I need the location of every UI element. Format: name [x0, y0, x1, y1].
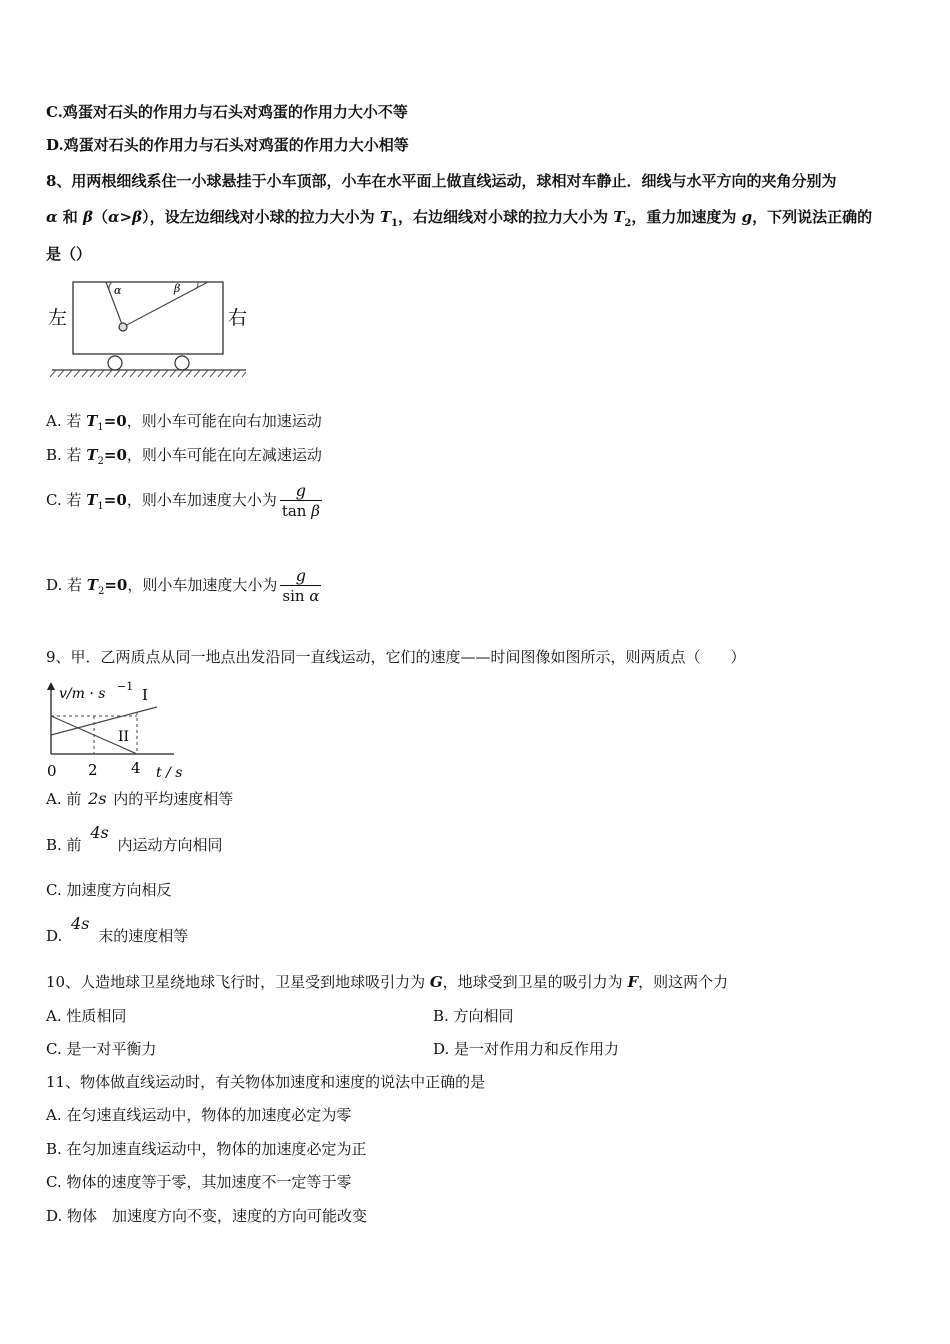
q8-option-b: B. 若 $T_2=0$，则小车可能在向左减速运动: [46, 446, 322, 467]
q8-option-d-fraction: $\frac{g}{\text{sin α}}$: [282, 565, 320, 605]
beta-arc: [197, 282, 198, 288]
q8-option-d: D. 若 $T_2=0$，则小车加速度大小为 $\frac{g}{\text{sin α}}$: [46, 565, 320, 605]
ground-hatch: [50, 370, 246, 377]
q7-option-c: C.鸡蛋对石头的作用力与石头对鸡蛋的作用力大小不等: [46, 103, 408, 121]
line-I: [51, 707, 157, 735]
q10-option-c: C. 是一对平衡力: [46, 1040, 157, 1058]
right-wheel: [175, 356, 189, 370]
tick-0: 0: [47, 762, 57, 780]
q8-option-c-fraction: $\frac{g}{\text{tan β}}$: [281, 480, 320, 520]
q9-option-b: B. 前 4s 内运动方向相同: [46, 823, 223, 854]
q9-option-a: A. 前 2s 内的平均速度相等: [46, 789, 234, 808]
tick-2: 2: [88, 761, 98, 779]
q9-option-d: D. 4s 末的速度相等: [46, 914, 189, 945]
left-wheel: [108, 356, 122, 370]
q8-stem-line1: 8、用两根细线系住一小球悬挂于小车顶部，小车在水平面上做直线运动，球相对车静止．细线与水平方向的夹角分别为: [46, 172, 837, 190]
ball: [119, 323, 127, 331]
line-I-label: I: [142, 686, 148, 704]
line-II-label: II: [118, 729, 130, 745]
q11-option-a: A. 在匀速直线运动中，物体的加速度必定为零: [46, 1106, 352, 1124]
q8-right-label: 右: [228, 307, 248, 329]
alpha-label: α: [114, 284, 122, 297]
q11-option-b: B. 在匀加速直线运动中，物体的加速度必定为正: [46, 1140, 367, 1158]
q8-option-c: C. 若 $T_1=0$，则小车加速度大小为 $\frac{g}{\text{tan β}}$: [46, 480, 320, 520]
q11-stem: 11、物体做直线运动时，有关物体加速度和速度的说法中正确的是: [46, 1073, 486, 1091]
alpha-arc: [109, 282, 112, 289]
q9-option-c: C. 加速度方向相反: [46, 881, 172, 899]
cart-body: [73, 282, 223, 354]
q10-option-d: D. 是一对作用力和反作用力: [433, 1040, 620, 1058]
q10-option-a: A. 性质相同: [46, 1007, 127, 1025]
y-axis-exponent: −1: [117, 680, 134, 693]
beta-label: β: [174, 282, 181, 295]
q8-left-label: 左: [48, 307, 68, 329]
q11-option-c: C. 物体的速度等于零，其加速度不一定等于零: [46, 1173, 352, 1191]
q8-stem-line3: 是（）: [46, 245, 92, 263]
q8-stem-line2: α 和 β（α>β），设左边细线对小球的拉力大小为 $T_1$，右边细线对小球的拉力大小为 $T_2$，重力加速度为 g，下列说法正确的: [46, 208, 873, 229]
q11-option-d: D. 物体 加速度方向不变，速度的方向可能改变: [46, 1207, 368, 1225]
q7-option-d: D.鸡蛋对石头的作用力与石头对鸡蛋的作用力大小相等: [46, 136, 409, 154]
q8-cart-figure: [46, 276, 252, 382]
y-axis-label: v/m · s: [59, 686, 106, 702]
right-string: [123, 282, 208, 327]
q9-vt-graph: [42, 676, 192, 784]
y-axis-arrow: [47, 682, 55, 690]
tick-4: 4: [131, 759, 141, 777]
q9-stem: 9、甲．乙两质点从同一地点出发沿同一直线运动，它们的速度——时间图像如图所示，则两质点（ ）: [46, 648, 746, 666]
x-axis-label: t / s: [156, 765, 183, 781]
q10-stem: 10、人造地球卫星绕地球飞行时，卫星受到地球吸引力为 G，地球受到卫星的吸引力为 F，则这两个力: [46, 973, 729, 991]
q10-option-b: B. 方向相同: [433, 1007, 514, 1025]
q8-option-a: A. 若 $T_1=0$，则小车可能在向右加速运动: [46, 412, 322, 433]
